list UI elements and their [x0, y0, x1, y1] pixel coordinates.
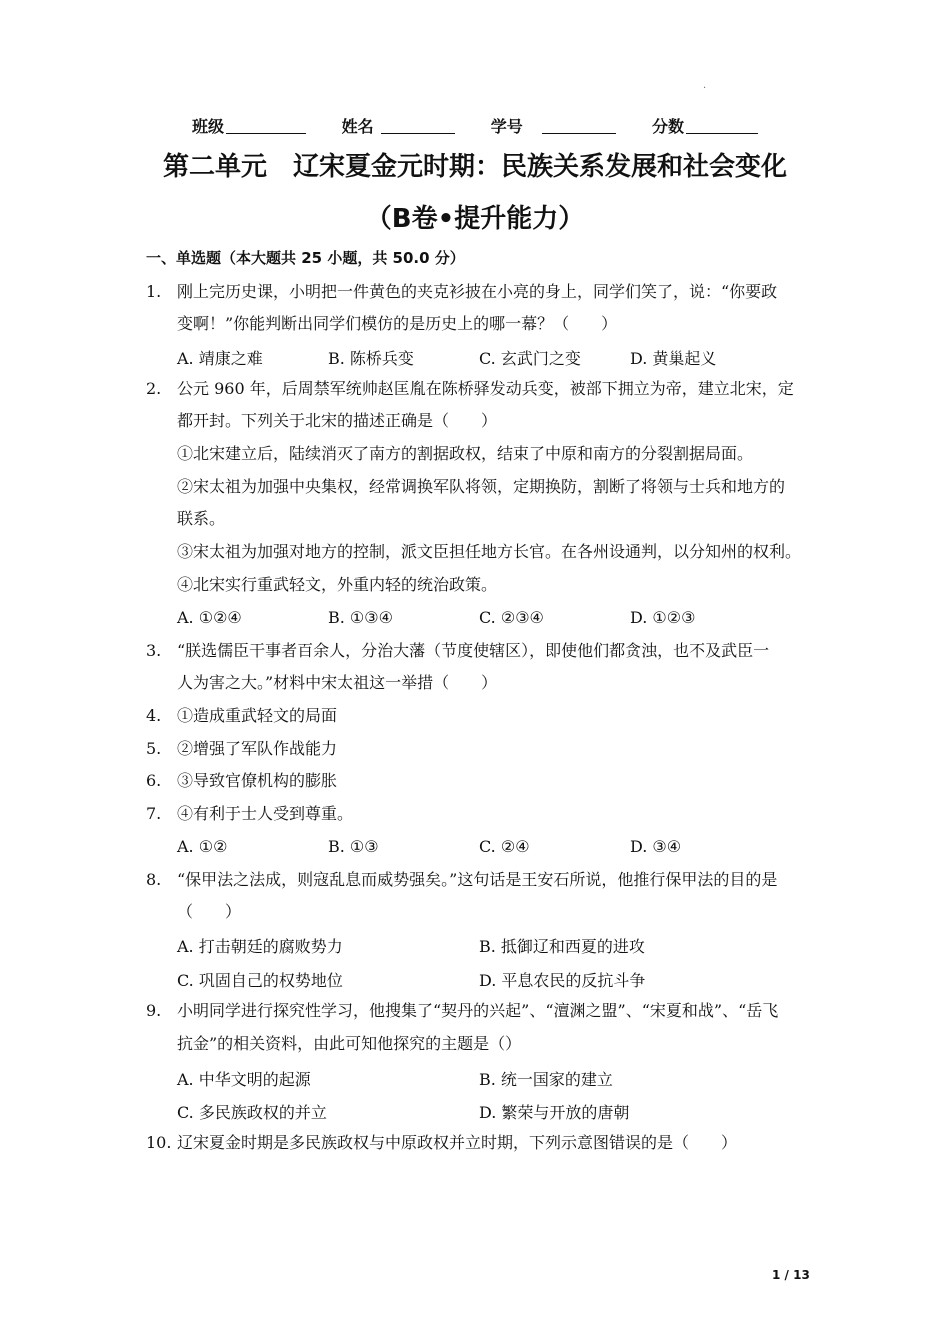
question-text: 刚上完历史课，小明把一件黄色的夹克衫披在小亮的身上，同学们笑了，说：“你要政 [177, 282, 778, 301]
stray-dot: . [703, 80, 707, 91]
option: C. ②③④ [479, 608, 544, 627]
question-text: “保甲法之法成，则寇乱息而威势强矣。”这句话是王安石所说，他推行保甲法的目的是 [177, 870, 778, 889]
name-label: 姓名 [341, 117, 374, 136]
question-text: ③导致官僚机构的膨胀 [177, 771, 338, 790]
question-text: 联系。 [177, 509, 226, 528]
option: C. ②④ [479, 837, 530, 856]
question-text: 人为害之大。”材料中宋太祖这一举措（ ） [177, 673, 498, 692]
score-label: 分数 [651, 117, 684, 136]
option: B. ①③ [328, 837, 379, 856]
question-number: 2. [146, 379, 162, 398]
question-text: ②宋太祖为加强中央集权，经常调换军队将领，定期换防，割断了将领与士兵和地方的 [177, 477, 786, 496]
question-text: （ ） [177, 902, 242, 921]
option: C. 巩固自己的权势地位 [177, 971, 343, 990]
question-text: ④北宋实行重武轻文，外重内轻的统治政策。 [177, 575, 498, 594]
question-number: 7. [146, 804, 162, 823]
student-info-header [192, 114, 758, 137]
option: A. 靖康之难 [177, 349, 263, 368]
question-number: 9. [146, 1001, 162, 1020]
question-text: 抗金”的相关资料，由此可知他探究的主题是（） [177, 1034, 522, 1053]
page-subtitle: （B卷•提升能力） [365, 204, 585, 234]
option: D. 繁荣与开放的唐朝 [479, 1103, 630, 1122]
option: B. 陈桥兵变 [328, 349, 414, 368]
question-number: 8. [146, 870, 162, 889]
question-text: 公元 960 年，后周禁军统帅赵匡胤在陈桥驿发动兵变，被部下拥立为帝，建立北宋，定 [177, 379, 794, 398]
option: D. ③④ [630, 837, 682, 856]
option: D. 平息农民的反抗斗争 [479, 971, 646, 990]
question-number: 1. [146, 282, 162, 301]
id-label: 学号 [490, 117, 523, 136]
id-blank [542, 117, 616, 134]
class-blank [226, 117, 306, 134]
section-heading: 一、单选题（本大题共 25 小题，共 50.0 分） [146, 249, 465, 267]
question-text: ②增强了军队作战能力 [177, 739, 338, 758]
question-number: 10. [146, 1133, 172, 1152]
question-text: ①北宋建立后，陆续消灭了南方的割据政权，结束了中原和南方的分裂割据局面。 [177, 444, 754, 463]
question-text: 辽宋夏金时期是多民族政权与中原政权并立时期，下列示意图错误的是（ ） [177, 1133, 738, 1152]
option: C. 多民族政权的并立 [177, 1103, 327, 1122]
option: D. 黄巢起义 [630, 349, 717, 368]
question-text: 都开封。下列关于北宋的描述正确是（ ） [177, 411, 498, 430]
question-number: 5. [146, 739, 162, 758]
class-label: 班级 [192, 117, 225, 136]
name-blank [381, 117, 455, 134]
option: A. 打击朝廷的腐败势力 [177, 937, 343, 956]
score-blank [686, 117, 758, 134]
question-text: 小明同学进行探究性学习，他搜集了“契丹的兴起”、“澶渊之盟”、“宋夏和战”、“岳飞 [177, 1001, 779, 1020]
option: A. ①② [177, 837, 228, 856]
question-text: 变啊！”你能判断出同学们模仿的是历史上的哪一幕？（ ） [177, 314, 618, 333]
question-text: ④有利于士人受到尊重。 [177, 804, 354, 823]
option: B. 抵御辽和西夏的进攻 [479, 937, 645, 956]
question-number: 3. [146, 641, 162, 660]
option: A. ①②④ [177, 608, 242, 627]
option: C. 玄武门之变 [479, 349, 581, 368]
question-text: “朕选儒臣干事者百余人，分治大藩（节度使辖区），即使他们都贪浊，也不及武臣一 [177, 641, 770, 660]
page-title: 第二单元 辽宋夏金元时期：民族关系发展和社会变化 [162, 152, 787, 182]
option: D. ①②③ [630, 608, 696, 627]
question-text: ③宋太祖为加强对地方的控制，派文臣担任地方长官。在各州设通判，以分知州的权利。 [177, 542, 802, 561]
option: A. 中华文明的起源 [177, 1070, 311, 1089]
page-number: 1 / 13 [772, 1268, 810, 1282]
question-text: ①造成重武轻文的局面 [177, 706, 338, 725]
option: B. ①③④ [328, 608, 393, 627]
question-number: 4. [146, 706, 162, 725]
option: B. 统一国家的建立 [479, 1070, 613, 1089]
question-number: 6. [146, 771, 162, 790]
